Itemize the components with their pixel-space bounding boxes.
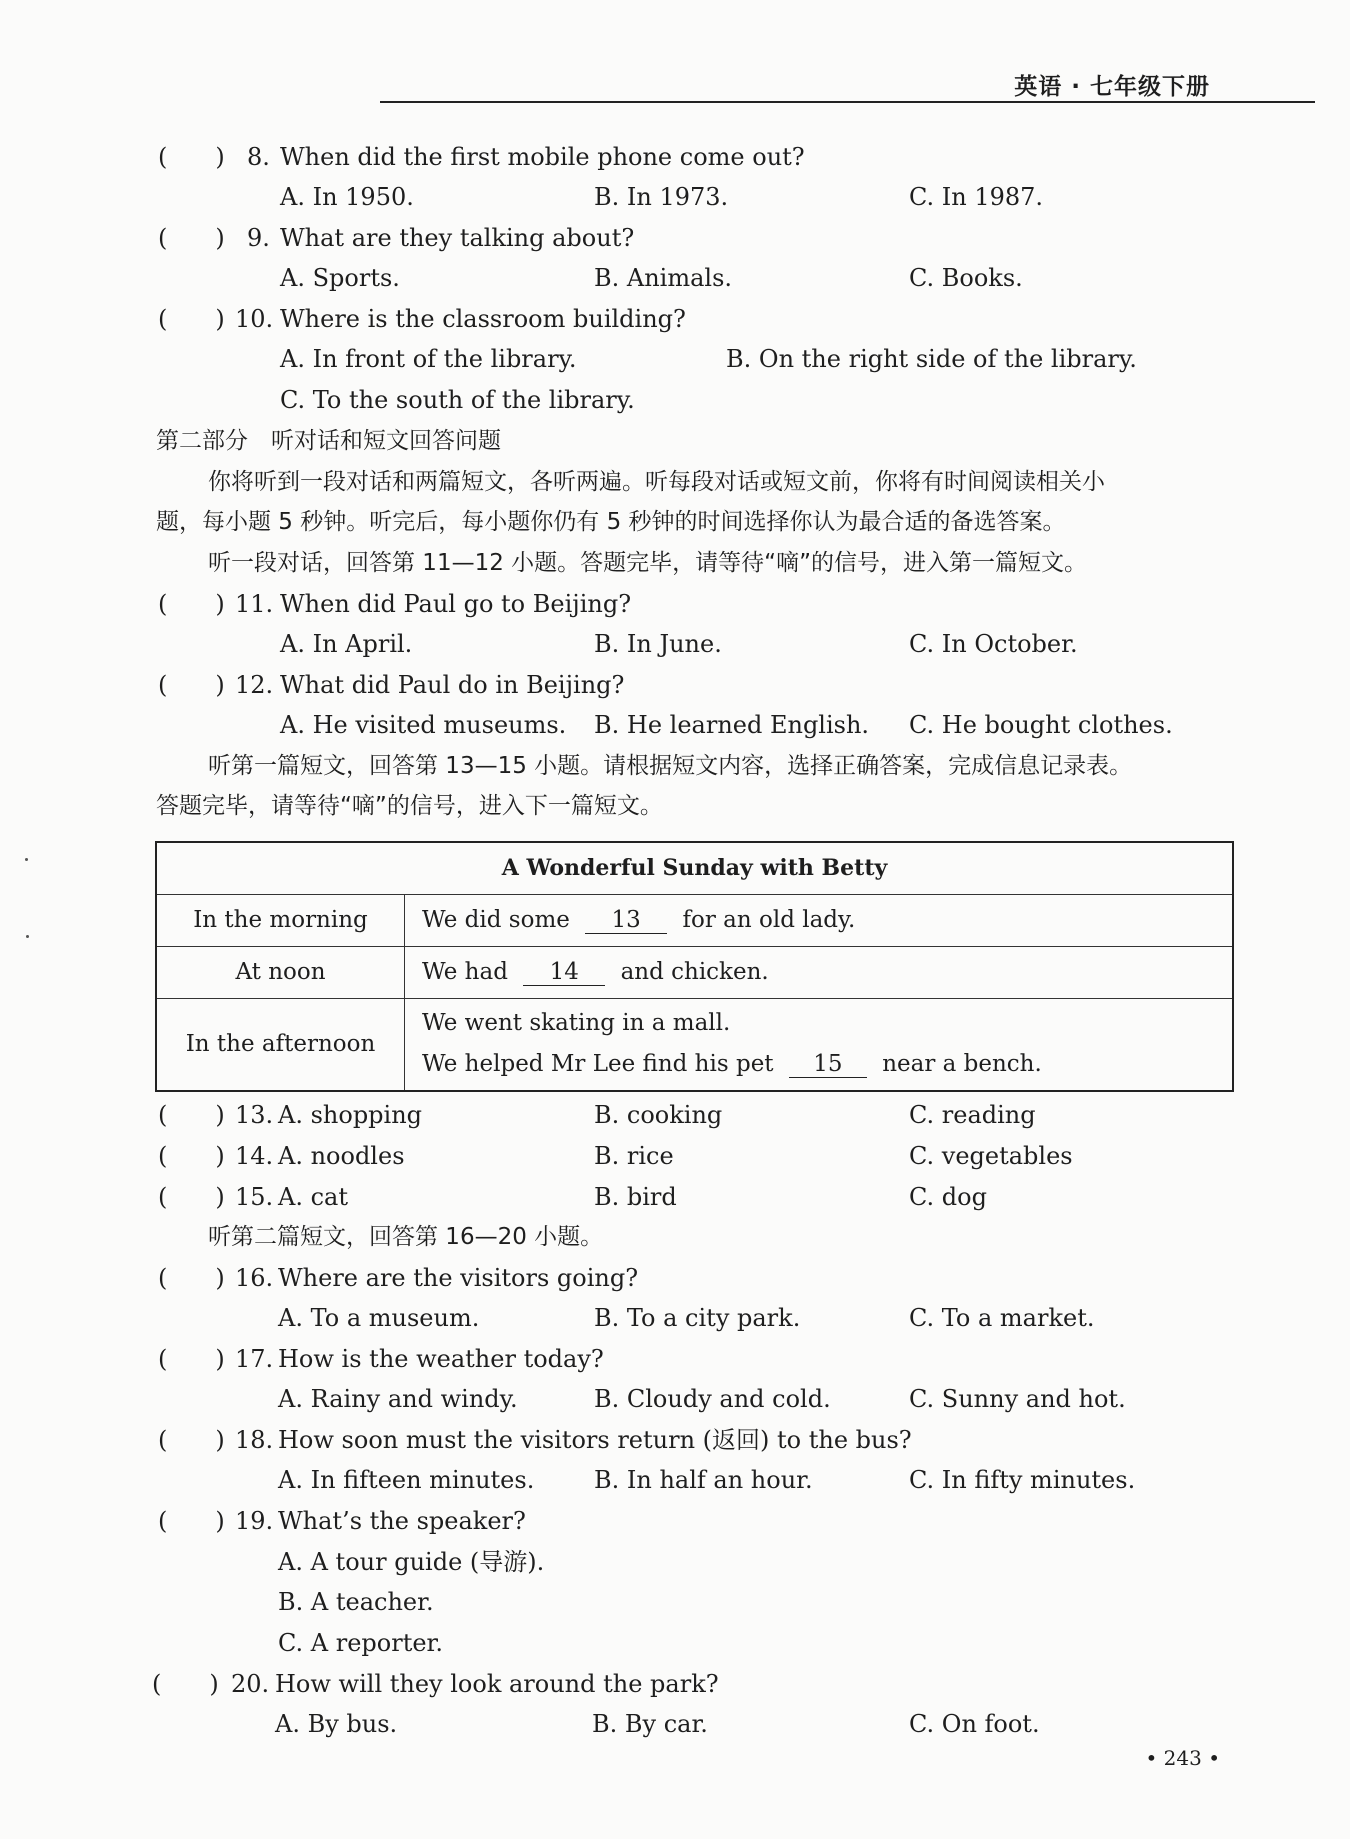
table-cell: We did some 13 for an old lady. [422,907,856,933]
option-a: A. Sports. [280,264,400,292]
answer-blank[interactable]: ( ) [158,671,225,699]
header-rule [380,101,1315,103]
answer-blank[interactable]: ( ) [158,224,225,252]
table-divider [157,946,1232,947]
question-text: When did Paul go to Beijing? [280,590,632,618]
option-c: C. reading [909,1101,1036,1129]
question-text: What’s the speaker? [278,1507,526,1535]
option-a: A. In 1950. [280,183,414,211]
option-a: A. cat [278,1183,348,1211]
question-text: How is the weather today? [278,1345,604,1373]
answer-blank[interactable]: ( ) [158,1426,225,1454]
answer-blank[interactable]: ( ) [158,1345,225,1373]
option-c: C. To the south of the library. [280,386,635,414]
option-b: B. Cloudy and cold. [594,1385,831,1413]
option-c: C. dog [909,1183,987,1211]
option-c: C. A reporter. [278,1629,443,1657]
option-b: B. rice [594,1142,674,1170]
section-heading: 第二部分 听对话和短文回答问题 [156,428,501,454]
answer-blank[interactable]: ( ) [158,143,225,171]
fill-blank-15: 15 [789,1051,867,1078]
table-row-label: In the morning [193,907,368,933]
option-a: A. In front of the library. [280,345,577,373]
question-text: When did the first mobile phone come out? [280,143,805,171]
table-divider [404,894,405,1090]
option-c: C. In October. [909,630,1078,658]
option-c: C. In 1987. [909,183,1044,211]
passage1-intro: 听第一篇短文，回答第 13—15 小题。请根据短文内容，选择正确答案，完成信息记录表。 [208,753,1133,779]
option-b: B. A teacher. [278,1588,434,1616]
page-number: • 243 • [1145,1746,1220,1770]
option-a: A. He visited museums. [280,711,567,739]
answer-blank[interactable]: ( ) [158,1183,225,1211]
table-row-label: At noon [235,959,326,985]
question-text: How will they look around the park? [275,1670,719,1698]
table-cell: We went skating in a mall. [422,1010,731,1036]
answer-blank[interactable]: ( ) [158,305,225,333]
option-b: B. By car. [592,1710,708,1738]
option-c: C. In fifty minutes. [909,1466,1136,1494]
option-a: A. noodles [278,1142,405,1170]
option-c: C. vegetables [909,1142,1073,1170]
table-cell: We had 14 and chicken. [422,959,769,985]
passage1-intro: 答题完毕，请等待“嘀”的信号，进入下一篇短文。 [156,793,663,819]
info-table [155,841,1234,1092]
option-a: A. Rainy and windy. [278,1385,518,1413]
table-divider [157,998,1232,999]
option-a: A. In April. [280,630,413,658]
option-b: B. cooking [594,1101,723,1129]
answer-blank[interactable]: ( ) [158,1507,225,1535]
option-a: A. shopping [278,1101,423,1129]
option-c: C. On foot. [909,1710,1040,1738]
option-a: A. To a museum. [278,1304,480,1332]
header-title: 英语 · 七年级下册 [1014,74,1210,100]
instruction-text: 你将听到一段对话和两篇短文，各听两遍。听每段对话或短文前，你将有时间阅读相关小 [208,469,1105,495]
answer-blank[interactable]: ( ) [158,1142,225,1170]
option-c: C. To a market. [909,1304,1095,1332]
question-text: Where is the classroom building? [280,305,686,333]
dialogue-intro: 听一段对话，回答第 11—12 小题。答题完毕，请等待“嘀”的信号，进入第一篇短文。 [208,550,1087,576]
worksheet-page: 英语 · 七年级下册 ( ) 8. When did the first mobile phone come out? A. In 1950. B. In 1973. C. In 1987. ( ) 9. What are they talking about? A. Sports. B. Animals. C. Books. ( ) 10. Where is the classroom building? A. In front of the library. B. On the right side of the library. C. To the south of the library. 第二部分 听对话和短文回答问题 你将听到一段对话和两篇短文，各听两遍。听每段对话或短文前，你将有时间阅读相关小 题，每小题 5 秒钟。听完后，每小题你仍有 5 秒钟的时间选择你认为最合适的备选答案。 听一段对话，回答第 11—12 小题。答题完毕，请等待“嘀”的信号，进入第一篇短文。 ( ) 11. When did Paul go to Beijing? A. In April. B. In June. C. In October. ( ) 12. What did Paul do in Beijing? A. He visited museums. B. He learned English. C. He bought clothes. 听第一篇短文，回答第 13—15 小题。请根据短文内容，选择正确答案，完成信息记录表。 答题完毕，请等待“嘀”的信号，进入下一篇短文。 A Wonderful Sunday with Betty In the morning We did some 13 for an old lady. At noon We had 14 and chicken. In the afternoon We went skating in a mall. We helped Mr Lee find his pet 15 near a bench. ( ) 13. A. shopping B. cooking C. reading ( ) 14. A. noodles B. rice C. vegetables ( ) 15. A. cat B. bird C. dog 听第二篇短文，回答第 16—20 小题。 ( ) 16. Where are the visitors going? A. To a museum. B. To a city park. C. To a market. ( ) 17. How is the weather today? A. Rainy and windy. B. Cloudy and cold. C. Sunny and hot. ( ) 18. How soon must the visitors return (返回) to the bus? A. In fifteen minutes. B. In half an hour. C. In fifty minutes. ( ) 19. What’s the speaker? A. A tour guide (导游). B. A teacher. C. A reporter. ( ) 20. How will they look around the park? A. By bus. B. By car. C. On foot. • 243 • [0,0,1350,1839]
option-b: B. In June. [594,630,722,658]
option-a: A. A tour guide (导游). [278,1548,545,1576]
fill-blank-14: 14 [523,959,605,986]
table-title: A Wonderful Sunday with Betty [501,855,888,881]
option-b: B. In 1973. [594,183,729,211]
option-b: B. Animals. [594,264,733,292]
option-a: A. By bus. [275,1710,398,1738]
fill-blank-13: 13 [585,907,667,934]
table-cell: We helped Mr Lee find his pet 15 near a bench. [422,1051,1042,1077]
table-row-label: In the afternoon [185,1031,376,1057]
question-text: Where are the visitors going? [278,1264,639,1292]
option-b: B. In half an hour. [594,1466,813,1494]
answer-blank[interactable]: ( ) [152,1670,219,1698]
option-c: C. Sunny and hot. [909,1385,1126,1413]
passage2-intro: 听第二篇短文，回答第 16—20 小题。 [208,1224,604,1250]
option-c: C. Books. [909,264,1023,292]
option-b: B. On the right side of the library. [726,345,1137,373]
question-text: How soon must the visitors return (返回) to the bus? [278,1426,912,1454]
answer-blank[interactable]: ( ) [158,590,225,618]
scan-speck [26,935,29,938]
option-b: B. To a city park. [594,1304,801,1332]
answer-blank[interactable]: ( ) [158,1101,225,1129]
option-a: A. In fifteen minutes. [278,1466,535,1494]
scan-speck [25,858,28,861]
answer-blank[interactable]: ( ) [158,1264,225,1292]
instruction-text: 题，每小题 5 秒钟。听完后，每小题你仍有 5 秒钟的时间选择你认为最合适的备选答案。 [156,509,1066,535]
option-b: B. He learned English. [594,711,870,739]
option-c: C. He bought clothes. [909,711,1173,739]
question-text: What are they talking about? [280,224,635,252]
question-text: What did Paul do in Beijing? [280,671,625,699]
option-b: B. bird [594,1183,677,1211]
table-divider [157,894,1232,895]
